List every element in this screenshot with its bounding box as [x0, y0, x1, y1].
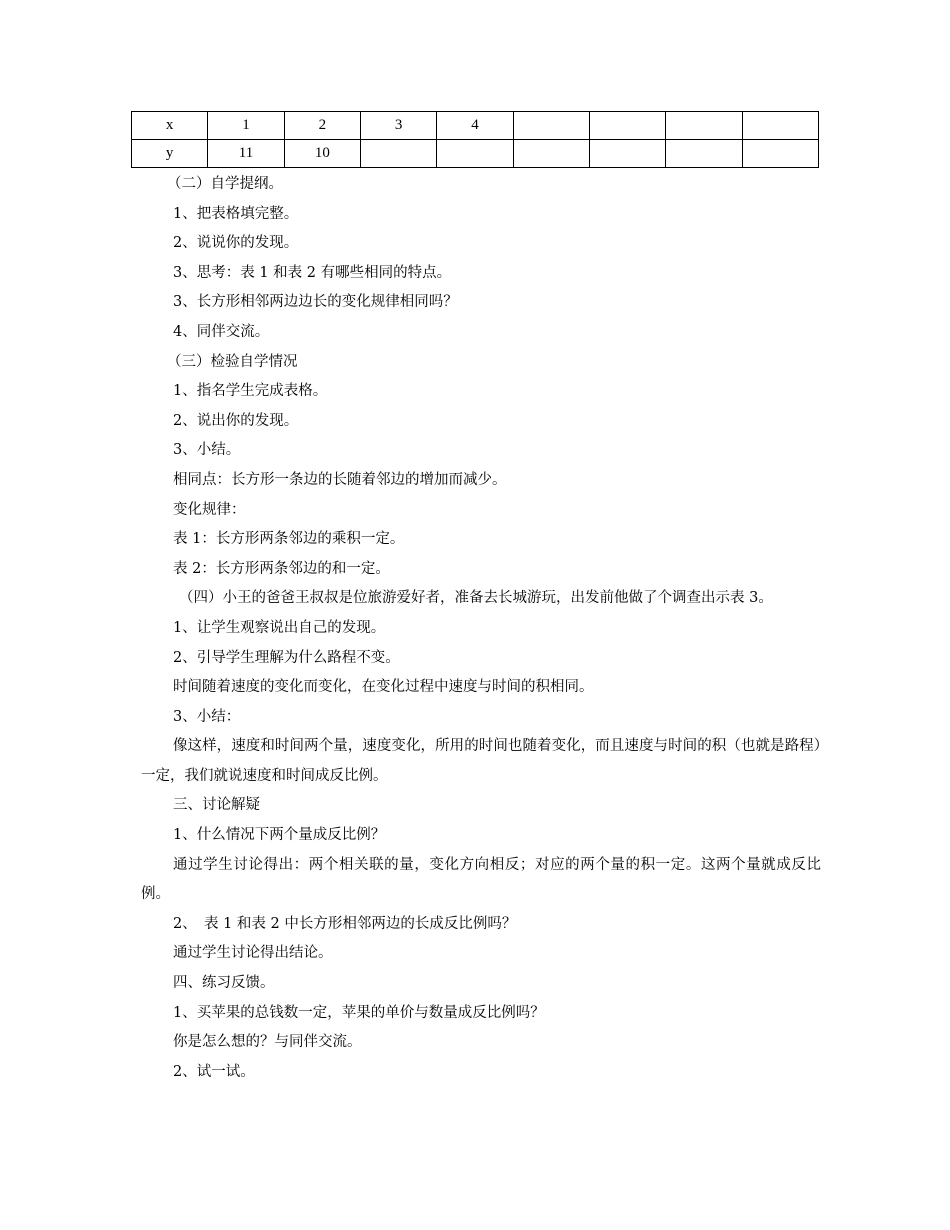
table-cell: 4: [437, 112, 513, 140]
table-cell: 10: [284, 140, 360, 168]
table-cell: [437, 140, 513, 168]
table-cell: x: [132, 112, 208, 140]
xy-value-table: [131, 111, 819, 168]
table-cell: [666, 112, 742, 140]
outline-item-3b: 3、长方形相邻两边边长的变化规律相同吗？: [173, 294, 458, 311]
table-cell: [589, 112, 665, 140]
table-cell: [666, 140, 742, 168]
practice-item-2: 2、试一试。: [173, 1063, 255, 1080]
section-4-item-3: 3、小结：: [173, 708, 241, 725]
practice-note: 你是怎么想的？与同伴交流。: [173, 1034, 362, 1051]
discussion-note: 通过学生讨论得出结论。: [173, 945, 333, 962]
table-cell: [589, 140, 665, 168]
discussion-item-1: 1、什么情况下两个量成反比例？: [173, 827, 386, 844]
section-4-note: 时间随着速度的变化而变化，在变化过程中速度与时间的积相同。: [173, 679, 594, 696]
practice-item-1: 1、买苹果的总钱数一定，苹果的单价与数量成反比例吗？: [173, 1004, 545, 1021]
table-cell: 3: [360, 112, 436, 140]
check-item-1: 1、指名学生完成表格。: [173, 383, 328, 400]
discussion-paragraph: 通过学生讨论得出：两个相关联的量，变化方向相反；对应的两个量的积一定。这两个量就成反比例。: [141, 856, 821, 903]
table-cell: 1: [208, 112, 284, 140]
section-4-item-2: 2、引导学生理解为什么路程不变。: [173, 649, 400, 666]
section-heading-3: （三）检验自学情况: [167, 353, 298, 370]
table-cell: [513, 112, 589, 140]
outline-item-4: 4、同伴交流。: [173, 323, 270, 340]
section-heading-2: （二）自学提纲。: [167, 176, 283, 192]
table-row-y: [132, 140, 819, 168]
discussion-item-2: 2、 表 1 和表 2 中长方形相邻两边的长成反比例吗？: [173, 915, 517, 932]
table-cell: y: [132, 140, 208, 168]
rule-table-2: 表 2：长方形两条邻边的和一定。: [173, 560, 390, 577]
document-body: [141, 170, 821, 1087]
table-cell: [360, 140, 436, 168]
practice-heading: 四、练习反馈。: [173, 975, 275, 992]
common-point: 相同点：长方形一条边的长随着邻边的增加而减少。: [173, 471, 507, 488]
table-cell: [513, 140, 589, 168]
section-4-item-1: 1、让学生观察说出自己的发现。: [173, 619, 386, 636]
rule-heading: 变化规律：: [173, 501, 246, 518]
table-row-x: [132, 112, 819, 140]
table-body: [132, 112, 819, 168]
outline-item-2: 2、说说你的发现。: [173, 235, 299, 252]
check-item-2: 2、说出你的发现。: [173, 412, 299, 429]
table-cell: 2: [284, 112, 360, 140]
table-cell: [742, 140, 818, 168]
table-cell: 11: [208, 140, 284, 168]
outline-item-3: 3、思考：表 1 和表 2 有哪些相同的特点。: [173, 264, 452, 281]
rule-table-1: 表 1：长方形两条邻边的乘积一定。: [173, 531, 405, 548]
discussion-heading: 三、讨论解疑: [173, 797, 260, 814]
outline-item-1: 1、把表格填完整。: [173, 205, 299, 222]
summary-paragraph: 像这样，速度和时间两个量，速度变化，所用的时间也随着变化，而且速度与时间的积（也就是路程）一定，我们就说速度和时间成反比例。: [141, 738, 821, 784]
table-cell: [742, 112, 818, 140]
section-4-paragraph: （四）小王的爸爸王叔叔是位旅游爱好者，准备去长城游玩，出发前他做了个调查出示表 3。: [179, 590, 773, 607]
check-item-3: 3、小结。: [173, 442, 241, 459]
